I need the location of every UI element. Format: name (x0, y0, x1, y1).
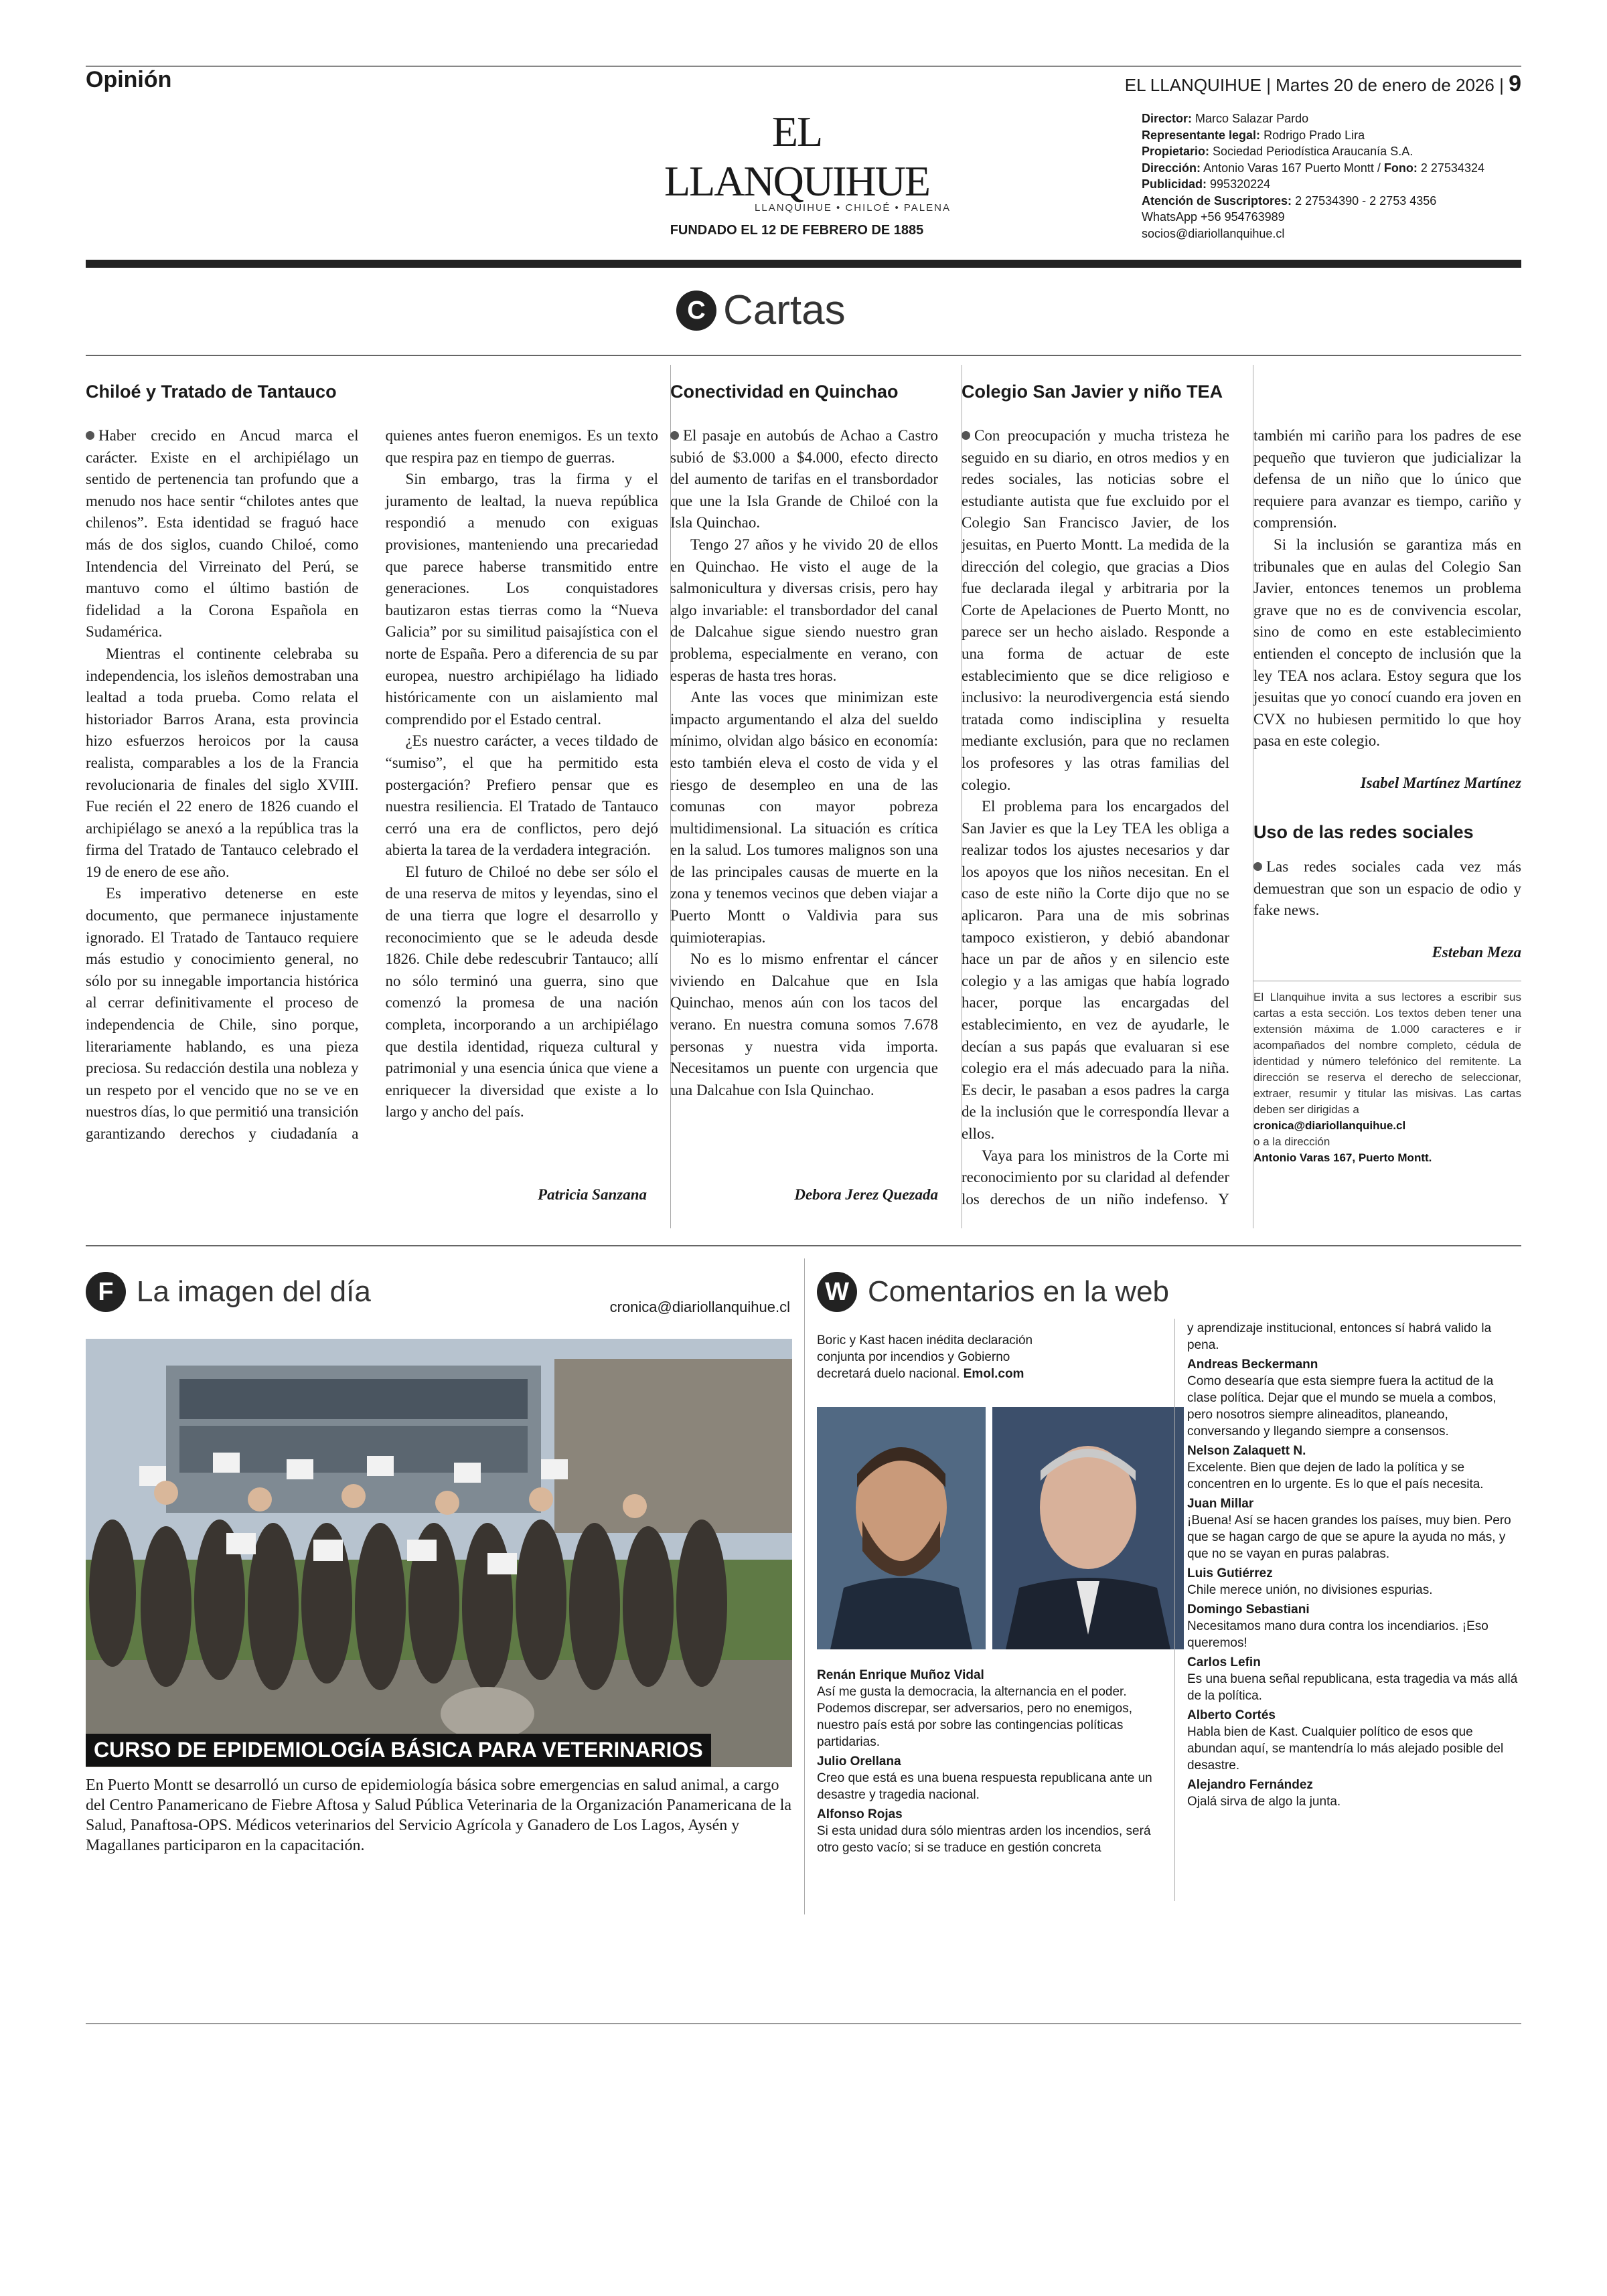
letter-paragraph: El futuro de Chiloé no debe ser sólo el de una reserva de mitos y leyendas, sino el de una tierra que logre el desarrollo y reconocimiento que se le adeuda desde 1826. Chile debe redescubrir Tantauco; allí no sólo terminó una guerra, sino que comenzó la promesa de una nación completa, incorporando a un archipiélago que destila identidad, riqueza cultural y patrimonial y una esencia única que viene a enriquecer la diversidad que existe a lo largo y ancho del país. (385, 863, 658, 1121)
bullet-icon (86, 431, 94, 440)
staff-row: Atención de Suscriptores: 2 27534390 - 2 2753 4356 (1142, 193, 1437, 208)
web-comment: Julio Orellana Creo que está es una buena respuesta republicana ante un desastre y tragedia nacional. (817, 1754, 1152, 1802)
column-divider (804, 1258, 805, 1914)
mid-rule (86, 1245, 1521, 1246)
staff-email: socios@diariollanquihue.cl (1142, 226, 1285, 240)
web-comment-continuation: y aprendizaje institucional, entonces sí habrá valido la pena. (1187, 1321, 1492, 1352)
bullet-icon (670, 431, 679, 440)
staff-box (1142, 110, 1517, 242)
letter-body-chiloe (86, 425, 658, 1232)
web-comment: Alberto Cortés Habla bien de Kast. Cualquier político de esos que abundan aquí, se mantendría lo más alejado posible del desastre. (1187, 1708, 1504, 1773)
invite-address: Antonio Varas 167, Puerto Montt. (1253, 1151, 1432, 1165)
signature-quinchao: Debora Jerez Quezada (794, 1186, 938, 1203)
letter-title-quinchao: Conectividad en Quinchao (670, 382, 899, 402)
photo-caption: En Puerto Montt se desarrolló un curso de epidemiología básica sobre emergencias en salud animal, a cargo del Centro Panamericano de Fiebre Aftosa y Salud Pública Veterinaria de la Organización Panamericana de la Salud, Panaftosa-OPS. Médicos veterinarios del Servicio Agrícola y Ganadero de Los Lagos, Aysén y Magallanes participaron en la capacitación. (86, 1777, 792, 1854)
bottom-rule (86, 2023, 1521, 2024)
web-comment: Luis Gutiérrez Chile merece unión, no divisiones espurias. (1187, 1566, 1433, 1597)
invite-box (1253, 981, 1521, 1166)
letter-paragraph: Las redes sociales cada vez más demuestran que son un espacio de odio y fake news. (1253, 858, 1521, 919)
letter-body-quinchao (670, 425, 938, 1101)
founded-line: FUNDADO EL 12 DE FEBRERO DE 1885 (670, 223, 924, 238)
letter-paragraph: El pasaje en autobús de Achao a Castro subió de $3.000 a $4.000, efecto directo del aumento de tarifas en el transbordador que une la Isla Grande de Chiloé con la Isla Quinchao. (670, 427, 938, 531)
section-label: Opinión (86, 67, 172, 92)
signature-sanjavier: Isabel Martínez Martínez (1360, 774, 1521, 791)
photo (86, 1339, 792, 1767)
web-badge-icon: W (817, 1272, 857, 1312)
web-title: Comentarios en la web (868, 1275, 1170, 1308)
invite-text: El Llanquihue invita a sus lectores a escribir sus cartas a esta sección. Los textos deben tener una extensión máxima de 1.000 caracteres e ir acompañados del nombre completo, cédula de identidad y número telefónico del remitente. La dirección se reserva el derecho de seleccionar, extraer, resumir y titular las misivas. Las cartas deben ser dirigidas a (1253, 991, 1521, 1117)
cartas-badge-icon: C (676, 291, 716, 331)
photo-caption-title: CURSO DE EPIDEMIOLOGÍA BÁSICA PARA VETERINARIOS (86, 1734, 711, 1767)
imagen-email[interactable]: cronica@diariollanquihue.cl (609, 1299, 790, 1315)
invite-or: o a la dirección (1253, 1135, 1330, 1149)
imagen-badge-icon: F (86, 1272, 126, 1312)
letter-paragraph: No es lo mismo enfrentar el cáncer viviendo en Dalcahue que en Isla Quinchao, menos aún con los tacos del verano. En nuestra comuna somos 7.678 personas y nuestra vida importa. Necesitamos un puente con urgencia que una Dalcahue con Isla Quinchao. (670, 951, 938, 1098)
masthead-logo: EL LLANQUIHUE (664, 108, 929, 205)
portrait-image (992, 1407, 1184, 1649)
web-comment: Nelson Zalaquett N. Excelente. Bien que dejen de lado la política y se concentren en lo urgente. Es lo que el país necesita. (1187, 1444, 1484, 1491)
imagen-header (86, 1272, 371, 1312)
masthead-subtitle: LLANQUIHUE • CHILOÉ • PALENA (755, 202, 951, 214)
letter-title-sanjavier: Colegio San Javier y niño TEA (962, 382, 1223, 402)
letter-body-sanjavier (962, 425, 1521, 1222)
web-comment: Andreas Beckermann Como desearía que esta siempre fuera la actitud de la clase política. Dejar que el mundo se muela a combos, pero nosotros siempre alineaditos, planeando, conversando y llegando siempre a consensos. (1187, 1358, 1497, 1439)
web-comment: Carlos Lefin Es una buena señal republicana, esta tragedia va más allá de la política. (1187, 1655, 1518, 1703)
column-divider (1174, 1319, 1175, 1901)
web-comment: Renán Enrique Muñoz Vidal Así me gusta la democracia, la alternancia en el poder. Podemos discrepar, ser adversarios, pero no enemigos, nuestro país está por sobre las contingencias políticas partidarias. (817, 1668, 1133, 1749)
web-source[interactable]: Emol.com (963, 1367, 1024, 1381)
web-comment: Alejandro Fernández Ojalá sirva de algo la junta. (1187, 1778, 1341, 1809)
letter-paragraph: Es imperativo detenerse en este documento, que permanece injustamente ignorado. El Tratado de Tantauco requiere más estudio y conocimiento general, no sólo por su innegable importancia histórica al cerrar definitivamente el proceso de independencia de Chile, sino porque, literariamente hablando, es una pieza preciosa. Su redacción destila una nobleza y un respeto por el vencido que no se ve en nuestros días, lo que permitió una transición garantizando derechos y ciudadanía a quienes antes fueron enemigos. Es un texto que respira paz en tiempo de guerras. (86, 427, 658, 1142)
letter-paragraph: ¿Es nuestro carácter, a veces tildado de “sumiso”, el que ha permitido esta postergación? Prefiero pensar que es nuestra resiliencia. El Tratado de Tantauco cerró una era de conflictos, pero dejó abierta la tarea de la verdadera integración. (385, 732, 658, 859)
staff-row: Publicidad: 995320224 (1142, 177, 1271, 191)
staff-row: Representante legal: Rodrigo Prado Lira (1142, 128, 1365, 142)
letter-paragraph: Haber crecido en Ancud marca el carácter. Existe en el archipiélago un sentido de pertenencia tan profundo que a menudo nos hace sentir “chilotes antes que chilenos”. Esta identidad se fraguó hace más de dos siglos, cuando Chiloé, como Intendencia del Virreinato del Perú, se mantuvo como el último bastión de fidelidad a la Corona Española en Sudamérica. (86, 427, 359, 641)
web-header (817, 1272, 1169, 1312)
masthead-block (643, 107, 951, 238)
portrait-image (817, 1407, 986, 1649)
paper-name: EL LLANQUIHUE (1124, 75, 1261, 95)
cartas-rule (86, 355, 1521, 356)
letter-paragraph: Con preocupación y mucha tristeza he seguido en su diario, en otros medios y en redes sociales, las noticias sobre el estudiante autista que fue excluido por el Colegio San Francisco Javier, de los jesuitas, en Puerto Montt. La medida de la dirección del colegio, que gracias a Dios fue declarada ilegal y arbitraria por la Corte de Apelaciones de Puerto Montt, no parece ser un hecho aislado. Responde a una forma de actuar de este establecimiento que se dice religioso e inclusivo: la neurodivergencia está siendo tratada como indisciplina y resuelta mediante exclusión, para que no reclamen los profesores y las otras familias del colegio. (962, 427, 1229, 793)
letter-paragraph: Ante las voces que minimizan este impacto argumentando el alza del sueldo mínimo, olvidan algo básico en economía: esto también eleva el costo de vida y el riesgo de desempleo en una de las comunas con mayor pobreza multidimensional. La situación es crítica en la salud. Los tumores malignos son una de las principales causas de muerte en la zona y tenemos vecinos que deben viajar a Puerto Montt o Valdivia para sus quimioterapias. (670, 689, 938, 946)
signature-chiloe: Patricia Sanzana (538, 1186, 647, 1203)
letter-paragraph: Si la inclusión se garantiza más en tribunales que en aulas del Colegio San Javier, entonces tenemos un problema grave que no es de convivencia escolar, sino de como en este establecimiento entienden el concepto de inclusión que la ley TEA nos aclara. Estoy segura que los jesuitas que yo conocí cuando era joven en CVX no hubiesen permitido lo que hoy pasa en este colegio. (1253, 536, 1521, 750)
letter-title-redes: Uso de las redes sociales (1253, 821, 1474, 842)
bullet-icon (962, 431, 970, 440)
web-headline-block (817, 1332, 1065, 1382)
letter-paragraph: El problema para los encargados del San Javier es que la Ley TEA les obliga a realizar todos los ajustes necesarios y dar los apoyos que los niños necesitan. En el caso de este niño la Corte dijo que no se aplicaron. Para una de mis sobrinas tampoco existieron, y debió abandonar hace un par de años y en silencio este colegio y a las amigas que había logrado hacer, porque las encargadas del establecimiento, en vez de ayudarle, le decían a sus papás que evaluaran si ese colegio era el más adecuado para la niña. Es decir, le pasaban a esos padres la carga de la inclusión que le correspondía llevar a ellos. (962, 798, 1229, 1142)
web-comment: Juan Millar ¡Buena! Así se hacen grandes los países, muy bien. Pero que se hagan cargo de que se apure la ayuda no más, y que no se vayan en puras palabras. (1187, 1497, 1511, 1561)
group-photo-image (86, 1339, 792, 1767)
cartas-header (676, 286, 944, 334)
imagen-title: La imagen del día (137, 1275, 371, 1308)
signature-redes: Esteban Meza (1432, 943, 1521, 961)
letter-paragraph: Mientras el continente celebraba su independencia, los isleños demostraban una lealtad a toda prueba. Como relata el historiador Barros Arana, esta provincia hizo esfuerzos heroicos por la causa realista, comparables a los de la Francia revolucionaria de finales del siglo XVIII. Fue recién el 22 enero de 1826 cuando el archipiélago se anexó a la república tras la firma del Tratado de Tantauco celebrado el 19 de enero de ese año. (86, 645, 359, 880)
web-comment: Alfonso Rojas Si esta unidad dura sólo mientras arden los incendios, será otro gesto vacío; si se traduce en gestión concreta (817, 1807, 1151, 1855)
letter-title-chiloe: Chiloé y Tratado de Tantauco (86, 382, 337, 402)
web-comments-left (817, 1667, 1165, 1859)
letter-paragraph: Sin embargo, tras la firma y el juramento de lealtad, la nueva república respondió a menudo con exiguas provisiones, manteniendo una precariedad que parece haberse transmitido entre generaciones. Los conquistadores bautizaron estas tierras como la “Nueva Galicia” por su similitud paisajística con el norte de España. Pero a diferencia de su par europea, nuestro archipiélago ha lidiado históricamente con un aislamiento mal comprendido por el Estado central. (385, 471, 658, 728)
web-comment: Domingo Sebastiani Necesitamos mano dura contra los incendiarios. ¡Eso queremos! (1187, 1603, 1488, 1650)
photo-boric (817, 1407, 986, 1649)
top-rule (86, 66, 1521, 67)
page-number: 9 (1509, 71, 1521, 96)
header-thick-rule (86, 260, 1521, 268)
photo-kast (992, 1407, 1184, 1649)
cartas-title: Cartas (723, 287, 846, 333)
staff-row: Director: Marco Salazar Pardo (1142, 112, 1309, 125)
page-info: EL LLANQUIHUE | Martes 20 de enero de 2026 | 9 (1124, 71, 1521, 96)
web-comments-right (1187, 1320, 1522, 1813)
bullet-icon (1253, 862, 1262, 871)
issue-date: Martes 20 de enero de 2026 (1276, 75, 1495, 95)
letter-paragraph: Vaya para los ministros de la Corte mi reconocimiento por su claridad al defender los derechos de un niño indefenso. Y también mi cariño para los padres de ese pequeño que tuvieron que judicializar la defensa de un niño que lo único que requiere para avanzar es tiempo, cariño y comprensión. (962, 427, 1521, 1208)
staff-row: Dirección: Antonio Varas 167 Puerto Montt / Fono: 2 27534324 (1142, 161, 1484, 175)
staff-row: Propietario: Sociedad Periodística Araucanía S.A. (1142, 145, 1413, 158)
web-headline: Boric y Kast hacen inédita declaración conjunta por incendios y Gobierno decretará duelo nacional. (817, 1333, 1033, 1381)
invite-email[interactable]: cronica@diariollanquihue.cl (1253, 1119, 1406, 1133)
letter-paragraph: Tengo 27 años y he vivido 20 de ellos en Quinchao. He visto el auge de la salmonicultura y diversas crisis, pero hay algo invariable: el transbordador del canal de Dalcahue sigue siendo nuestro gran problema, especialmente en verano, con esperas de hasta tres horas. (670, 536, 938, 684)
staff-whatsapp: WhatsApp +56 954763989 (1142, 210, 1285, 224)
